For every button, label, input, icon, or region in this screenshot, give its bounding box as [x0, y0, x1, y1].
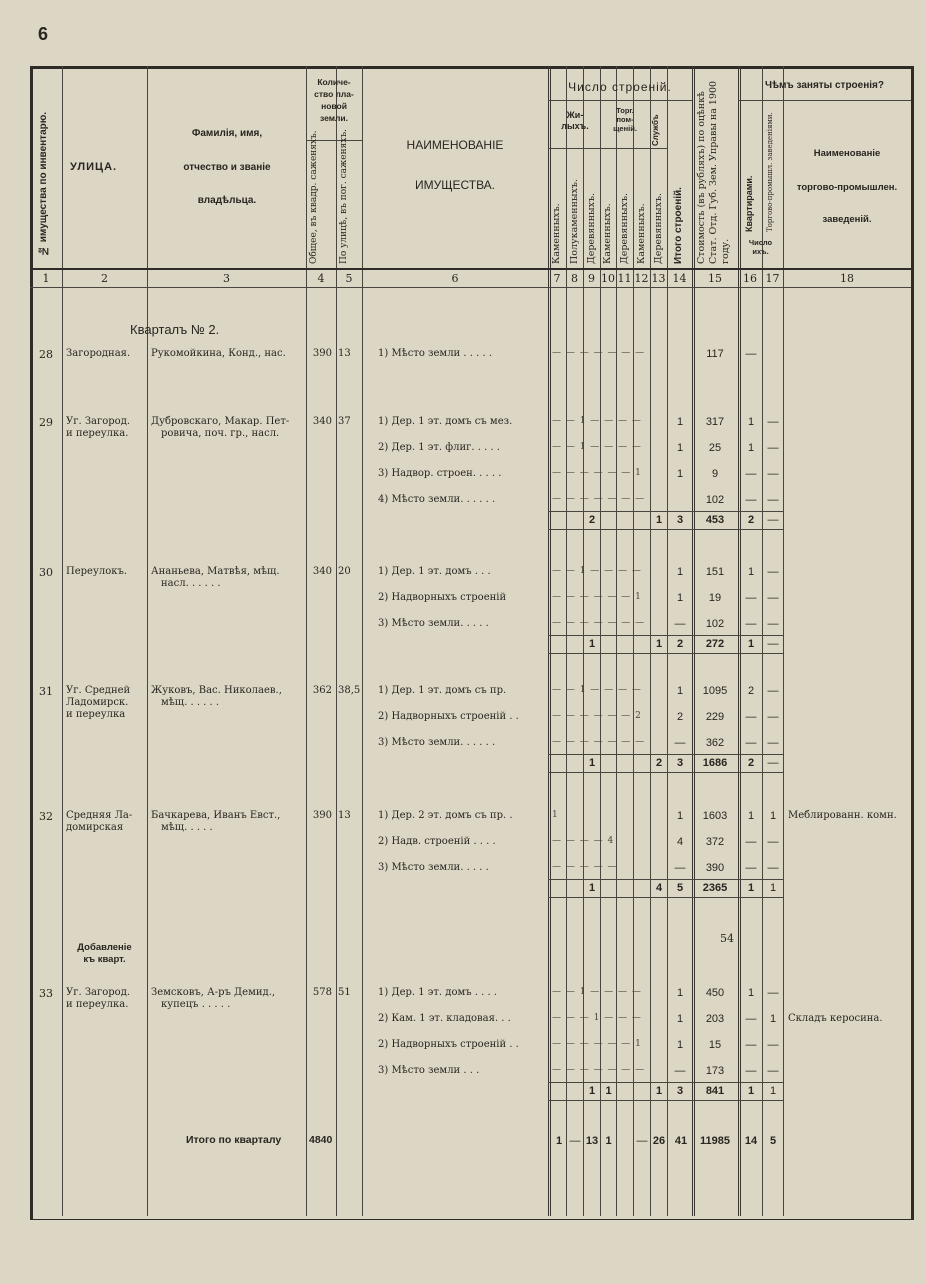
entry-number: 30 [39, 566, 53, 579]
header-col18-line2: торгово-промышлен. [796, 182, 898, 193]
sum-value: 2365 [702, 882, 728, 894]
entry-street: Загородная. [66, 348, 131, 359]
entry-area: 340 [312, 416, 332, 427]
entry-area: 390 [312, 810, 332, 821]
item-description: 1) Дер. 1 эт. домъ съ мез. [378, 416, 513, 427]
item-trade: 1 [769, 1013, 777, 1025]
header-col11: Деревянныхъ. [619, 192, 630, 264]
header-col7: Каменныхъ. [551, 203, 562, 264]
quarter-total-c14: 41 [674, 1135, 688, 1147]
sum-c9: 1 [588, 757, 596, 769]
quarter-total-label: Итого по кварталу [186, 1134, 282, 1146]
item-trade: 1 [769, 810, 777, 822]
item-quarters: — [745, 494, 757, 506]
quarter-total-value: 11985 [700, 1135, 730, 1147]
sum-trade: — [767, 638, 779, 650]
item-value: 9 [711, 468, 719, 480]
header-col4: Общее, въ квадр. саженяхъ. [309, 130, 319, 264]
sum-quarters: 2 [747, 757, 755, 769]
column-number: 3 [223, 272, 230, 285]
item-total: 1 [676, 1039, 684, 1051]
entry-frontage: 13 [338, 810, 351, 821]
item-building-counts: — — — — — — — [552, 737, 646, 747]
item-building-counts: — — 1 — — — — [552, 685, 642, 695]
sum-trade: — [767, 757, 779, 769]
item-total: 1 [676, 685, 684, 697]
column-number: 8 [571, 272, 578, 285]
col-divider [147, 66, 148, 1216]
entry-area: 390 [312, 348, 332, 359]
addition-value: 54 [720, 932, 734, 945]
item-quarters: — [745, 618, 757, 630]
header-living: Жи- лыхъ. [561, 110, 589, 131]
column-number: 9 [588, 272, 595, 285]
sum-value: 1686 [702, 757, 728, 769]
item-quarters: 1 [747, 810, 755, 822]
column-number: 6 [451, 272, 459, 285]
item-building-counts: — — — — — — — [552, 1065, 646, 1075]
item-building-counts: — — — — — — 1 [552, 592, 642, 602]
quarter-total-t: 5 [769, 1135, 777, 1147]
item-value: 102 [705, 618, 725, 630]
sum-c13: 1 [655, 638, 663, 650]
entry-number: 29 [39, 416, 53, 429]
header-col17: Торгово-промышл. заведеніями. [766, 112, 774, 232]
header-trade: Торг. пом- щеній. [613, 106, 637, 133]
item-total: 1 [676, 442, 684, 454]
col-divider [783, 66, 784, 1216]
item-value: 1603 [702, 810, 728, 822]
sum-c9: 1 [588, 1085, 596, 1097]
entry-street: Уг. Загород. [66, 416, 131, 427]
item-quarters: 1 [747, 416, 755, 428]
sum-c9: 1 [588, 882, 596, 894]
entry-street: Уг. Средней [66, 685, 131, 696]
sum-c14: 3 [676, 1085, 684, 1097]
entry-owner: мѣщ. . . . . . [161, 697, 220, 708]
item-building-counts: — — 1 — — — — [552, 442, 642, 452]
item-trade: — [767, 711, 779, 723]
quarter-total-c12: — [636, 1135, 648, 1147]
item-description: 3) Мѣсто земли . . . [378, 1065, 480, 1076]
sum-rule [548, 897, 783, 898]
item-quarters: — [745, 737, 757, 749]
item-quarters: 2 [747, 685, 755, 697]
col-divider [306, 66, 307, 1216]
column-number: 13 [651, 272, 666, 285]
quarter-title: Кварталъ № 2. [130, 322, 220, 337]
entry-frontage: 13 [338, 348, 351, 359]
item-value: 151 [705, 566, 725, 578]
header-col1: № имущества по инвентарю. [38, 111, 49, 256]
header-col6-line1: НАИМЕНОВАНІЕ [406, 138, 504, 152]
sum-c14: 3 [676, 514, 684, 526]
header-col2: УЛИЦА. [70, 161, 118, 173]
entry-number: 33 [39, 987, 53, 1000]
header-col12: Каменныхъ. [636, 203, 647, 264]
item-description: 1) Дер. 1 эт. домъ съ пр. [378, 685, 507, 696]
entry-frontage: 51 [338, 987, 351, 998]
column-number: 7 [553, 272, 561, 285]
item-value: 229 [705, 711, 725, 723]
header-occupied-group: Чѣмъ заняты строенія? [764, 80, 884, 91]
item-description: 3) Мѣсто земли. . . . . . [378, 737, 496, 748]
column-number: 16 [743, 272, 757, 285]
item-building-counts: — — — — — — — [552, 494, 646, 504]
item-description: 2) Надв. строеній . . . . [378, 836, 496, 847]
entry-street: домирская [66, 822, 124, 833]
header-col15: Стоимость (въ рубляхъ) по оцѣнкѣ Стат. Отд. Губ. Зем. Управы на 1900 году. [696, 80, 731, 264]
quarter-total-c7: 1 [555, 1135, 563, 1147]
item-building-counts: — — — — — — — [552, 348, 646, 358]
item-building-counts: — — — — — — 1 [552, 1039, 642, 1049]
header-col18-line1: Наименованіе [813, 148, 881, 159]
entry-frontage: 38,5 [338, 685, 361, 696]
column-number: 10 [601, 272, 615, 285]
entry-frontage: 37 [338, 416, 351, 427]
entry-owner: Жуковъ, Вас. Николаев., [151, 685, 282, 696]
entry-number: 32 [39, 810, 53, 823]
entry-street: и переулка [66, 709, 126, 720]
sum-c14: 5 [676, 882, 684, 894]
sum-value: 453 [705, 514, 725, 526]
item-total: 1 [676, 592, 684, 604]
item-value: 15 [708, 1039, 722, 1051]
entry-number: 31 [39, 685, 53, 698]
entry-frontage: 20 [338, 566, 351, 577]
item-establishment: Меблированн. комн. [788, 810, 897, 821]
item-quarters: — [745, 1039, 757, 1051]
item-value: 102 [705, 494, 725, 506]
header-col45-group: Количе- ство пла- новой земли. [314, 77, 354, 123]
entry-owner: купецъ . . . . . [161, 999, 231, 1010]
item-description: 2) Дер. 1 эт. флиг. . . . . [378, 442, 500, 453]
quarter-total-c8: — [569, 1135, 581, 1147]
item-total: — [674, 862, 686, 874]
item-building-counts: — — — — — [552, 862, 618, 872]
sum-value: 272 [705, 638, 725, 650]
item-value: 317 [705, 416, 725, 428]
sum-trade: — [767, 514, 779, 526]
item-total: 1 [676, 1013, 684, 1025]
item-building-counts: 1 [552, 810, 559, 820]
entry-owner: мѣщ. . . . . [161, 822, 213, 833]
header-service: Службъ [651, 114, 660, 146]
item-description: 3) Надвор. строен. . . . . [378, 468, 502, 479]
quarter-total-c10: 1 [605, 1135, 612, 1147]
header-col3-line3: владѣльца. [197, 195, 257, 206]
entry-owner: насл. . . . . . [161, 578, 221, 589]
header-col10: Каменныхъ. [602, 203, 613, 264]
item-value: 203 [705, 1013, 725, 1025]
entry-street: Средняя Ла- [66, 810, 133, 821]
item-description: 3) Мѣсто земли. . . . . [378, 618, 489, 629]
entry-area: 340 [312, 566, 332, 577]
column-number: 17 [765, 272, 780, 285]
header-rule [738, 100, 911, 101]
item-value: 1095 [702, 685, 728, 697]
column-number: 15 [708, 272, 722, 285]
entry-number: 28 [39, 348, 53, 361]
colnum-rule [30, 287, 911, 288]
header-col3-line2: отчество и званіе [183, 162, 271, 173]
header-col9: Деревянныхъ. [586, 192, 597, 264]
sum-c13: 2 [655, 757, 663, 769]
item-trade: — [767, 416, 779, 428]
item-description: 2) Надворныхъ строеній . . [378, 1039, 519, 1050]
entry-street: Уг. Загород. [66, 987, 131, 998]
sum-quarters: 2 [747, 514, 755, 526]
sum-rule [548, 635, 783, 636]
item-quarters: — [745, 862, 757, 874]
page-number: 6 [38, 24, 49, 44]
column-number: 12 [634, 272, 649, 285]
entry-owner: ровича, поч. гр., насл. [161, 428, 280, 439]
item-value: 450 [705, 987, 725, 999]
item-trade: — [767, 1039, 779, 1051]
item-total: 1 [676, 416, 684, 428]
item-description: 2) Кам. 1 эт. кладовая. . . [378, 1013, 511, 1024]
item-description: 1) Дер. 1 эт. домъ . . . [378, 566, 491, 577]
col-divider [336, 66, 337, 1216]
column-number: 2 [101, 272, 108, 285]
header-rule [548, 148, 667, 149]
sum-c9: 1 [588, 638, 596, 650]
column-number: 4 [317, 272, 325, 285]
sum-rule [548, 511, 783, 512]
item-establishment: Складъ керосина. [788, 1013, 883, 1024]
item-quarters: 1 [747, 987, 755, 999]
item-value: 25 [708, 442, 722, 454]
header-col1617-sub: Число ихъ. [748, 238, 773, 256]
item-value: 362 [705, 737, 725, 749]
item-quarters: 1 [747, 566, 755, 578]
column-number: 11 [617, 272, 632, 285]
header-col3-line1: Фамилія, имя, [191, 128, 263, 139]
item-quarters: — [745, 1013, 757, 1025]
item-quarters: — [745, 348, 757, 360]
quarter-total-c9: 13 [585, 1135, 599, 1147]
item-building-counts: — — — 1 — — — [552, 1013, 642, 1023]
header-col8: Полукаменныхъ. [569, 179, 580, 264]
item-description: 2) Надворныхъ строеній . . [378, 711, 519, 722]
item-building-counts: — — 1 — — — — [552, 987, 642, 997]
item-total: 2 [676, 711, 684, 723]
entry-owner: Рукомойкина, Конд., нас. [151, 348, 286, 359]
item-quarters: — [745, 711, 757, 723]
item-total: — [674, 1065, 686, 1077]
sum-c13: 1 [655, 514, 663, 526]
item-trade: — [767, 737, 779, 749]
entry-street: Переулокъ. [66, 566, 128, 577]
sum-rule [548, 754, 783, 755]
item-total: 1 [676, 468, 684, 480]
entry-owner: Дубровскаго, Макар. Пет- [151, 416, 290, 427]
column-number: 1 [42, 272, 50, 285]
item-quarters: — [745, 1065, 757, 1077]
item-quarters: — [745, 592, 757, 604]
col-divider [62, 66, 63, 1216]
item-trade: — [767, 862, 779, 874]
sum-value: 841 [705, 1085, 725, 1097]
sum-rule [548, 653, 783, 654]
header-col14: Итого строеній. [673, 187, 684, 264]
item-trade: — [767, 468, 779, 480]
item-trade: — [767, 1065, 779, 1077]
item-quarters: — [745, 836, 757, 848]
sum-rule [548, 1100, 783, 1101]
sum-trade: 1 [769, 1085, 777, 1097]
sum-c13: 4 [655, 882, 663, 894]
header-bottom-rule [30, 268, 911, 270]
item-quarters: 1 [747, 442, 755, 454]
sum-quarters: 1 [747, 882, 755, 894]
sum-c9: 2 [588, 514, 596, 526]
quarter-total-q: 14 [744, 1135, 758, 1147]
item-trade: — [767, 618, 779, 630]
quarter-total-c13: 26 [652, 1135, 666, 1147]
item-trade: — [767, 566, 779, 578]
entry-area: 578 [312, 987, 332, 998]
entry-street: и переулка. [66, 428, 129, 439]
quarter-total-area: 4840 [309, 1134, 333, 1146]
item-trade: — [767, 836, 779, 848]
item-description: 1) Дер. 1 эт. домъ . . . . [378, 987, 498, 998]
sum-rule [548, 772, 783, 773]
item-building-counts: — — — — — — — [552, 618, 646, 628]
entry-owner: Ананьева, Матвѣя, мѣщ. [151, 566, 280, 577]
entry-owner: Бачкарева, Иванъ Евст., [151, 810, 281, 821]
column-number: 18 [840, 272, 854, 285]
item-total: 4 [676, 836, 684, 848]
item-building-counts: — — — — — — 2 [552, 711, 642, 721]
item-value: 117 [706, 348, 724, 360]
item-trade: — [767, 592, 779, 604]
item-value: 19 [708, 592, 722, 604]
header-col5: По улицѣ, въ пог. саженяхъ. [339, 129, 349, 264]
header-col13: Деревянныхъ. [653, 192, 664, 264]
item-total: 1 [676, 810, 684, 822]
sum-c14: 2 [676, 638, 684, 650]
item-description: 4) Мѣсто земли. . . . . . [378, 494, 496, 505]
entry-owner: Земсковъ, А-ръ Демид., [151, 987, 276, 998]
sum-rule [548, 879, 783, 880]
sum-quarters: 1 [747, 638, 755, 650]
item-building-counts: — — — — 4 [552, 836, 615, 846]
item-trade: — [767, 442, 779, 454]
header-rule [548, 100, 692, 101]
sum-rule [548, 1082, 783, 1083]
header-buildings-group: Число строеній. [568, 80, 672, 94]
item-value: 390 [705, 862, 725, 874]
sum-c10: 1 [605, 1085, 612, 1097]
item-value: 173 [705, 1065, 725, 1077]
item-total: — [674, 618, 686, 630]
col-divider [362, 66, 363, 1216]
item-quarters: — [745, 468, 757, 480]
item-description: 1) Дер. 2 эт. домъ съ пр. . [378, 810, 513, 821]
sum-quarters: 1 [747, 1085, 755, 1097]
entry-street: Ладомирск. [66, 697, 129, 708]
entry-street: и переулка. [66, 999, 129, 1010]
item-description: 1) Мѣсто земли . . . . . [378, 348, 492, 359]
header-col6-line2: ИМУЩЕСТВА. [414, 178, 496, 192]
item-value: 372 [705, 836, 725, 848]
sum-c14: 3 [676, 757, 684, 769]
addition-label: Добавленіе къ кварт. [77, 942, 132, 965]
sum-rule [548, 529, 783, 530]
column-number: 5 [345, 272, 353, 285]
sum-trade: 1 [769, 882, 777, 894]
item-total: 1 [676, 987, 684, 999]
item-building-counts: — — — — — — 1 [552, 468, 642, 478]
item-trade: — [767, 685, 779, 697]
header-col18-line3: заведеній. [822, 214, 872, 225]
header-col16: Квартирами. [744, 175, 754, 232]
sum-c13: 1 [655, 1085, 663, 1097]
item-trade: — [767, 494, 779, 506]
item-building-counts: — — 1 — — — — [552, 566, 642, 576]
entry-area: 362 [312, 685, 332, 696]
item-total: 1 [676, 566, 684, 578]
item-building-counts: — — 1 — — — — [552, 416, 642, 426]
item-description: 2) Надворныхъ строеній [378, 592, 507, 603]
item-total: — [674, 737, 686, 749]
item-description: 3) Мѣсто земли. . . . . [378, 862, 489, 873]
item-trade: — [767, 987, 779, 999]
column-number: 14 [672, 272, 687, 285]
